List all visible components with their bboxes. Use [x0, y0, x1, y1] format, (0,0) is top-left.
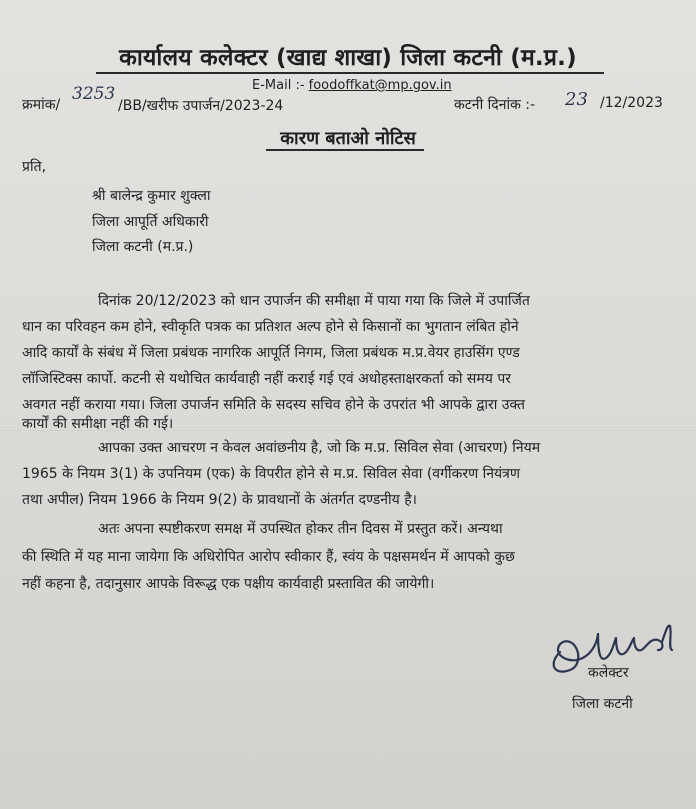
notice-subject: कारण बताओ नोटिस — [280, 128, 416, 149]
email-label: E-Mail :- — [252, 78, 305, 93]
email-address[interactable]: foodoffkat@mp.gov.in — [308, 78, 452, 93]
recipient-name: श्री बालेन्द्र कुमार शुक्ला — [92, 188, 211, 204]
heading-underline — [96, 72, 604, 74]
body-line: कार्यों की समीक्षा नहीं की गई। — [22, 416, 174, 432]
recipient-district: जिला कटनी (म.प्र.) — [92, 239, 194, 255]
subject-underline — [266, 149, 424, 151]
body-line: दिनांक 20/12/2023 को धान उपार्जन की समीक्षा में पाया गया कि जिले में उपार्जित — [98, 293, 530, 309]
body-line: आपका उक्त आचरण न केवल अवांछनीय है, जो कि म.प्र. सिविल सेवा (आचरण) नियम — [98, 440, 541, 456]
email-line — [252, 78, 452, 93]
body-line: अवगत नहीं कराया गया। जिला उपार्जन समिति के सदस्य सचिव होने के उपरांत भी आपके द्वारा उक्त — [22, 397, 525, 413]
body-line: लॉजिस्टिक्स कार्पो. कटनी से यथोचित कार्यवाही नहीं कराई गई एवं अधोहस्ताक्षरकर्ता को समय पर — [22, 371, 511, 387]
recipient-designation: जिला आपूर्ति अधिकारी — [92, 214, 209, 230]
body-line: तथा अपील) नियम 1966 के नियम 9(2) के प्रावधानों के अंतर्गत दण्डनीय है। — [22, 492, 417, 508]
body-line: अतः अपना स्पष्टीकरण समक्ष में उपस्थित होकर तीन दिवस में प्रस्तुत करें। अन्यथा — [98, 521, 503, 537]
reference-suffix: /BB/खरीफ उपार्जन/2023-24 — [118, 98, 284, 114]
reference-prefix: क्रमांक/ — [22, 97, 61, 113]
reference-number-handwritten: 3253 — [72, 84, 116, 104]
body-line: आदि कार्यों के संबंध में जिला प्रबंधक नागरिक आपूर्ति निगम, जिला प्रबंधक म.प्र.वेयर हाउसिंग एण्ड — [22, 345, 520, 361]
date-day-handwritten: 23 — [565, 89, 588, 110]
paper-fold-shade — [0, 430, 696, 431]
date-label: कटनी दिनांक :- — [454, 97, 536, 113]
body-line: की स्थिति में यह माना जायेगा कि अधिरोपित आरोप स्वीकार हैं, स्वंय के पक्षसमर्थन में आपको कुछ — [22, 549, 515, 565]
body-line: धान का परिवहन कम होने, स्वीकृति पत्रक का प्रतिशत अल्प होने से किसानों का भुगतान लंबित होने — [22, 319, 519, 335]
body-line: 1965 के नियम 3(1) के उपनियम (एक) के विपरीत होने से म.प्र. सिविल सेवा (वर्गीकरण नियंत्रण — [22, 466, 521, 482]
signatory-district: जिला कटनी — [572, 696, 633, 712]
to-label: प्रति, — [22, 159, 47, 175]
signatory-title: कलेक्टर — [588, 665, 629, 681]
body-line: नहीं कहना है, तदानुसार आपके विरूद्ध एक पक्षीय कार्यवाही प्रस्तावित की जायेगी। — [22, 576, 435, 592]
date-month-year: /12/2023 — [600, 95, 663, 111]
office-heading: कार्यालय कलेक्टर (खाद्य शाखा) जिला कटनी (म.प्र.) — [119, 45, 577, 71]
